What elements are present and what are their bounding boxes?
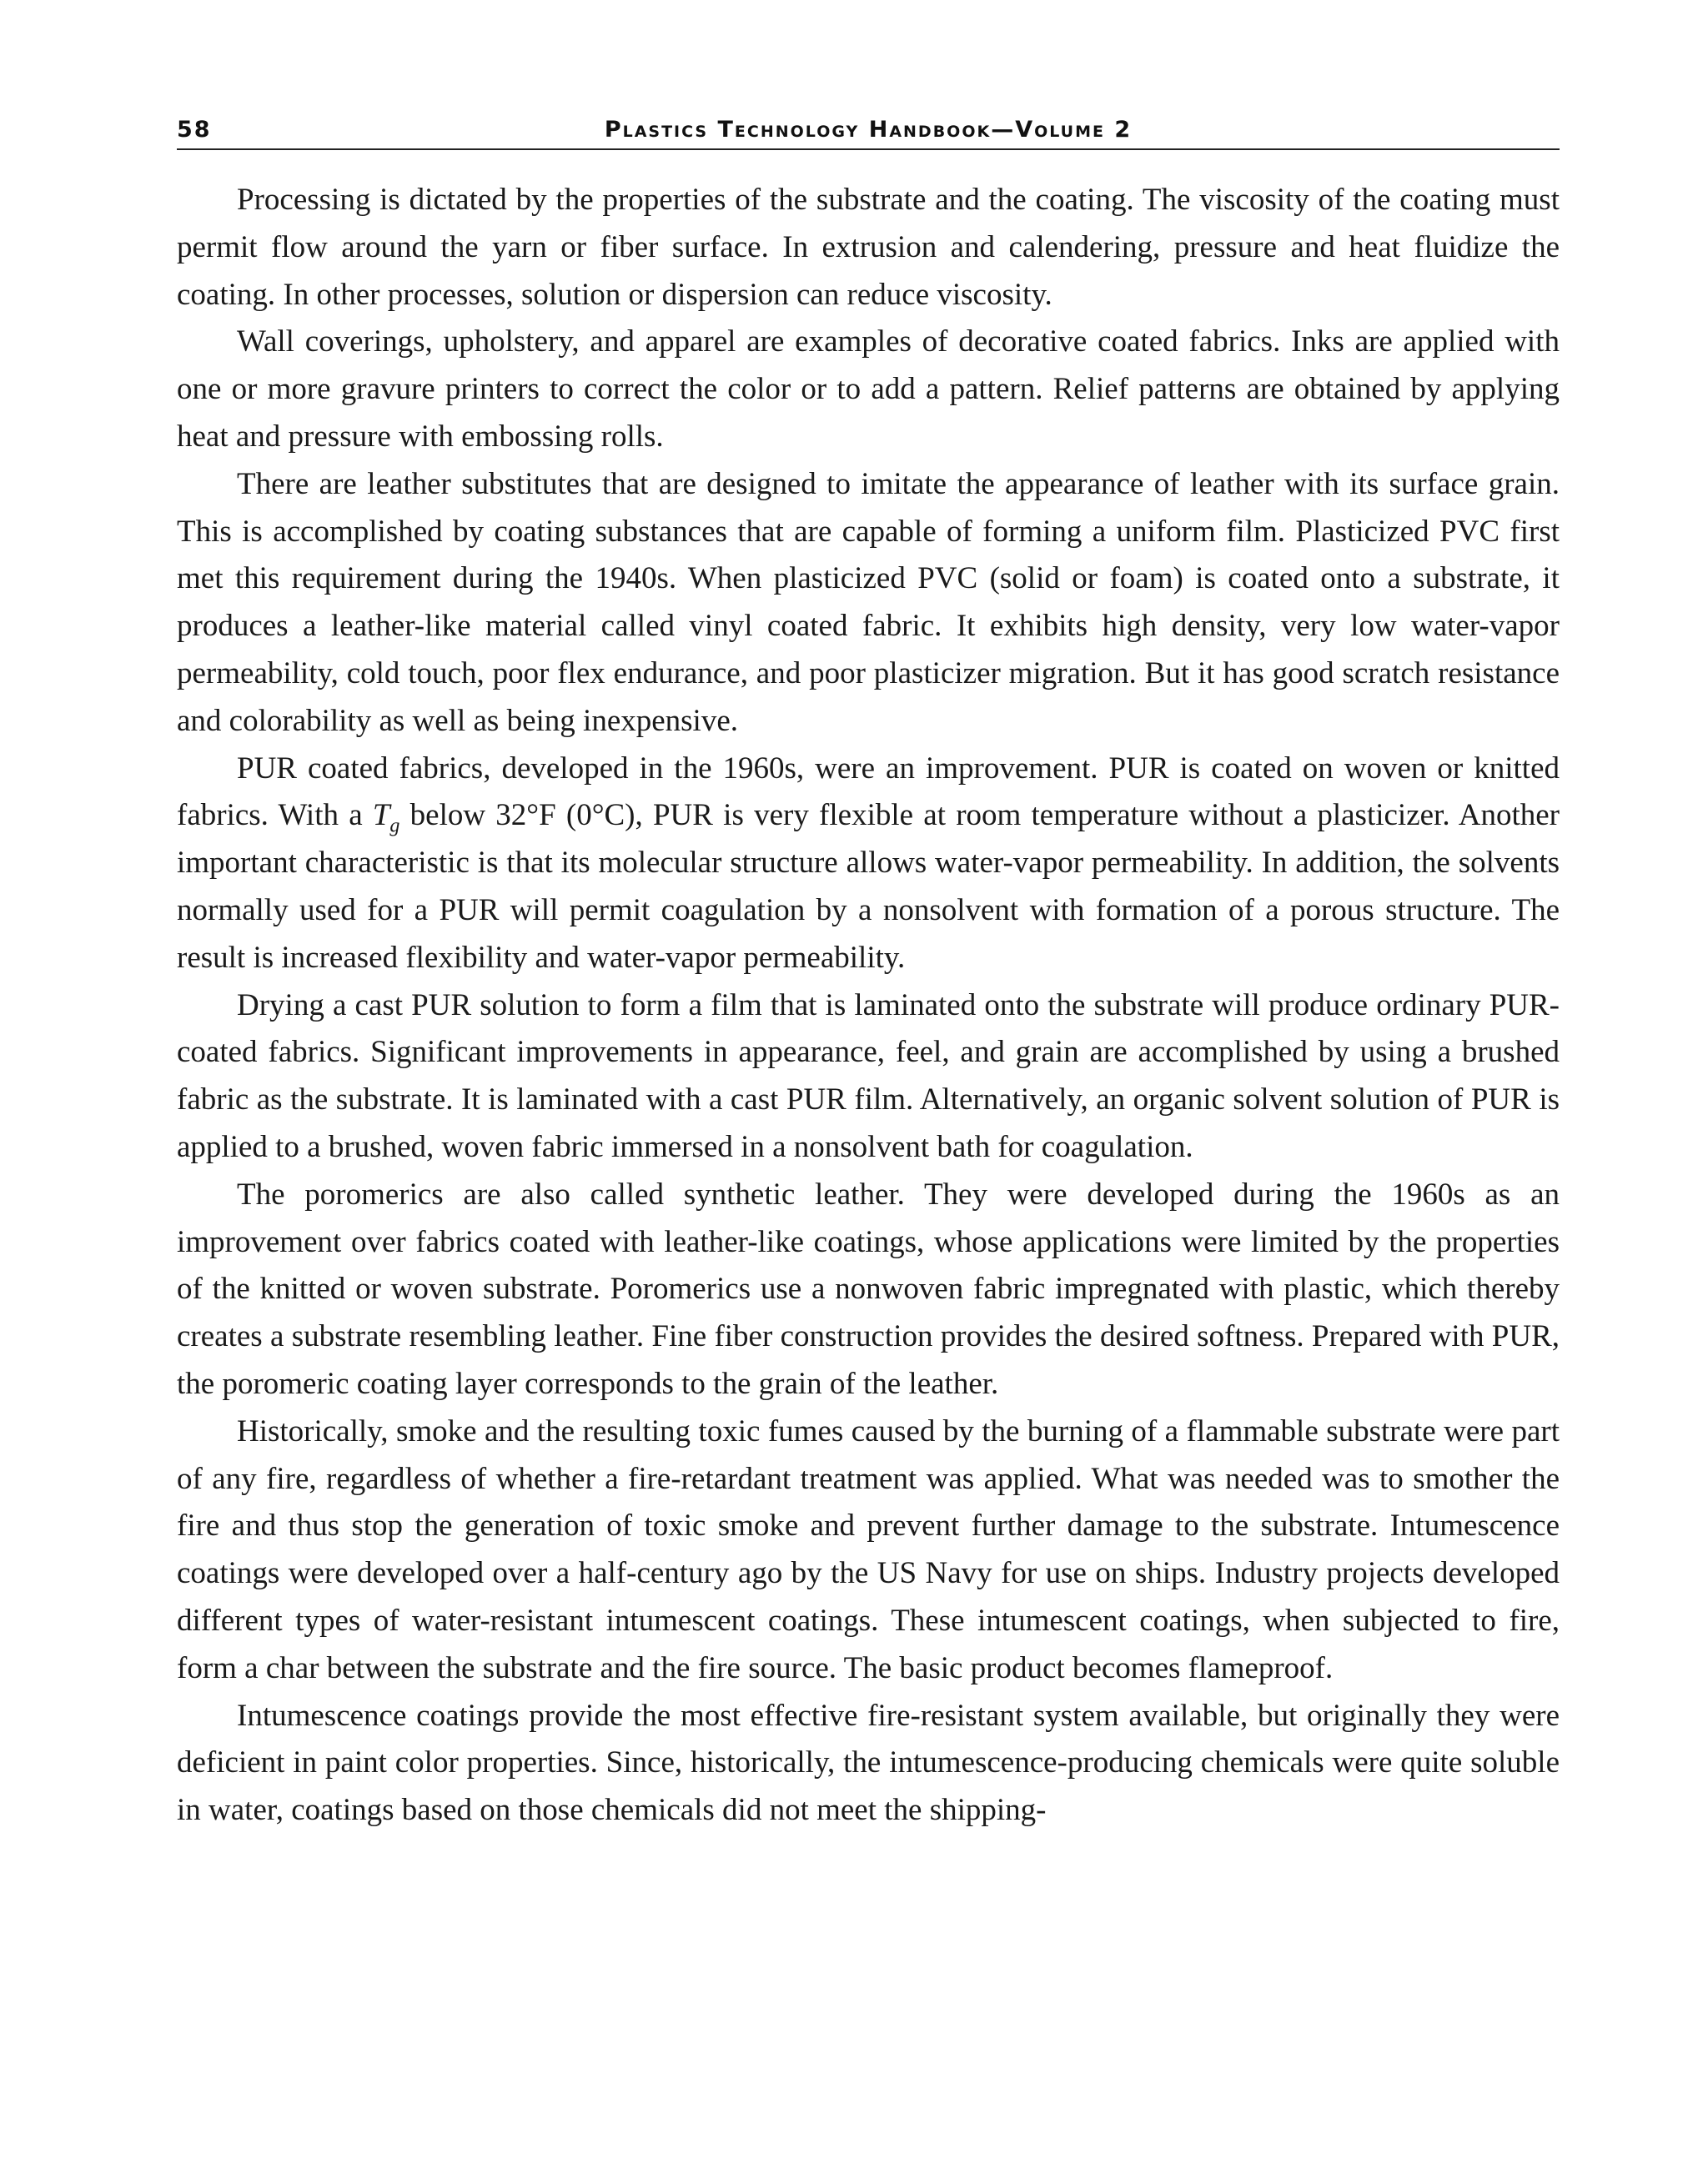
book-page <box>177 115 1560 1835</box>
glass-transition-subscript: g <box>389 815 400 837</box>
body-text <box>177 177 1560 1835</box>
paragraph-pur-coated-fabrics <box>177 746 1560 982</box>
paragraph-fire-history: Historically, smoke and the resulting toxic fumes caused by the burning of a flammable substrate were part of any fire, regardless of whether a fire-retardant treatment was applied. What was needed was to smother the fire and thus stop the generation of toxic smoke and prevent further damage to the substrate. Intumescence coatings were developed over a half-century ago by the US Navy for use on ships. Industry projects developed different types of water-resistant intumescent coatings. These intumescent coatings, when subjected to fire, form a char between the substrate and the fire source. The basic product becomes flameproof. <box>177 1413 1560 1685</box>
paragraph-intumescence: Intumescence coatings provide the most effective fire-resistant system available, but originally they were deficient in paint color properties. Since, historically, the intumescence-producing chemicals were quite soluble in water, coatings based on those chemicals did not meet the shipping- <box>177 1698 1560 1828</box>
paragraph-poromerics: The poromerics are also called synthetic leather. They were developed during the 1960s as an improvement over fabrics coated with leather-like coatings, whose applications were limited by the properties of the knitted or woven substrate. Poromerics use a nonwoven fabric impregnated with plastic, which thereby creates a substrate resembling leather. Fine fiber construction provides the desired softness. Prepared with PUR, the poromeric coating layer corresponds to the grain of the leather. <box>177 1177 1560 1401</box>
pur-text-before: PUR coated fabrics, developed in the 1960s, were an improvement. PUR is coated on woven or knitted fabrics. With a <box>177 751 1560 833</box>
paragraph-processing: Processing is dictated by the properties of the substrate and the coating. The viscosity of the coating must permit flow around the yarn or fiber surface. In extrusion and calendering, pressure and heat fluidize the coating. In other processes, solution or dispersion can reduce viscosity. <box>177 183 1560 312</box>
paragraph-leather-substitutes: There are leather substitutes that are designed to imitate the appearance of leather with its surface grain. This is accomplished by coating substances that are capable of forming a uniform film. Plasticized PVC first met this requirement during the 1940s. When plasticized PVC (solid or foam) is coated onto a substrate, it produces a leather-like material called vinyl coated fabric. It exhibits high density, very low water-vapor permeability, cold touch, poor flex endurance, and poor plasticizer migration. But it has good scratch resistance and colorability as well as being inexpensive. <box>177 466 1560 738</box>
paragraph-decorative-fabrics: Wall coverings, upholstery, and apparel are examples of decorative coated fabrics. Inks are applied with one or more gravure printers to correct the color or to add a pattern. Relief patterns are obtained by applying heat and pressure with embossing rolls. <box>177 324 1560 454</box>
pur-text-after: below 32°F (0°C), PUR is very flexible at room temperature without a plasticizer. Another important characteristic is that its molecular structure allows water-vapor permeability. In addition, the solvents normally used for a PUR will permit coagulation by a nonsolvent with formation of a porous structure. The result is increased flexibility and water-vapor permeability. <box>177 798 1560 975</box>
book-title: Plastics Technology Handbook—Volume 2 <box>604 117 1133 143</box>
glass-transition-symbol: T <box>372 798 390 833</box>
paragraph-cast-pur: Drying a cast PUR solution to form a film that is laminated onto the substrate will produce ordinary PUR-coated fabrics. Significant improvements in appearance, feel, and grain are accomplished by using a brushed fabric as the substrate. It is laminated with a cast PUR film. Alternatively, an organic solvent solution of PUR is applied to a brushed, woven fabric immersed in a nonsolvent bath for coagulation. <box>177 987 1560 1164</box>
running-header <box>177 115 1560 150</box>
page-number: 58 <box>177 117 212 143</box>
